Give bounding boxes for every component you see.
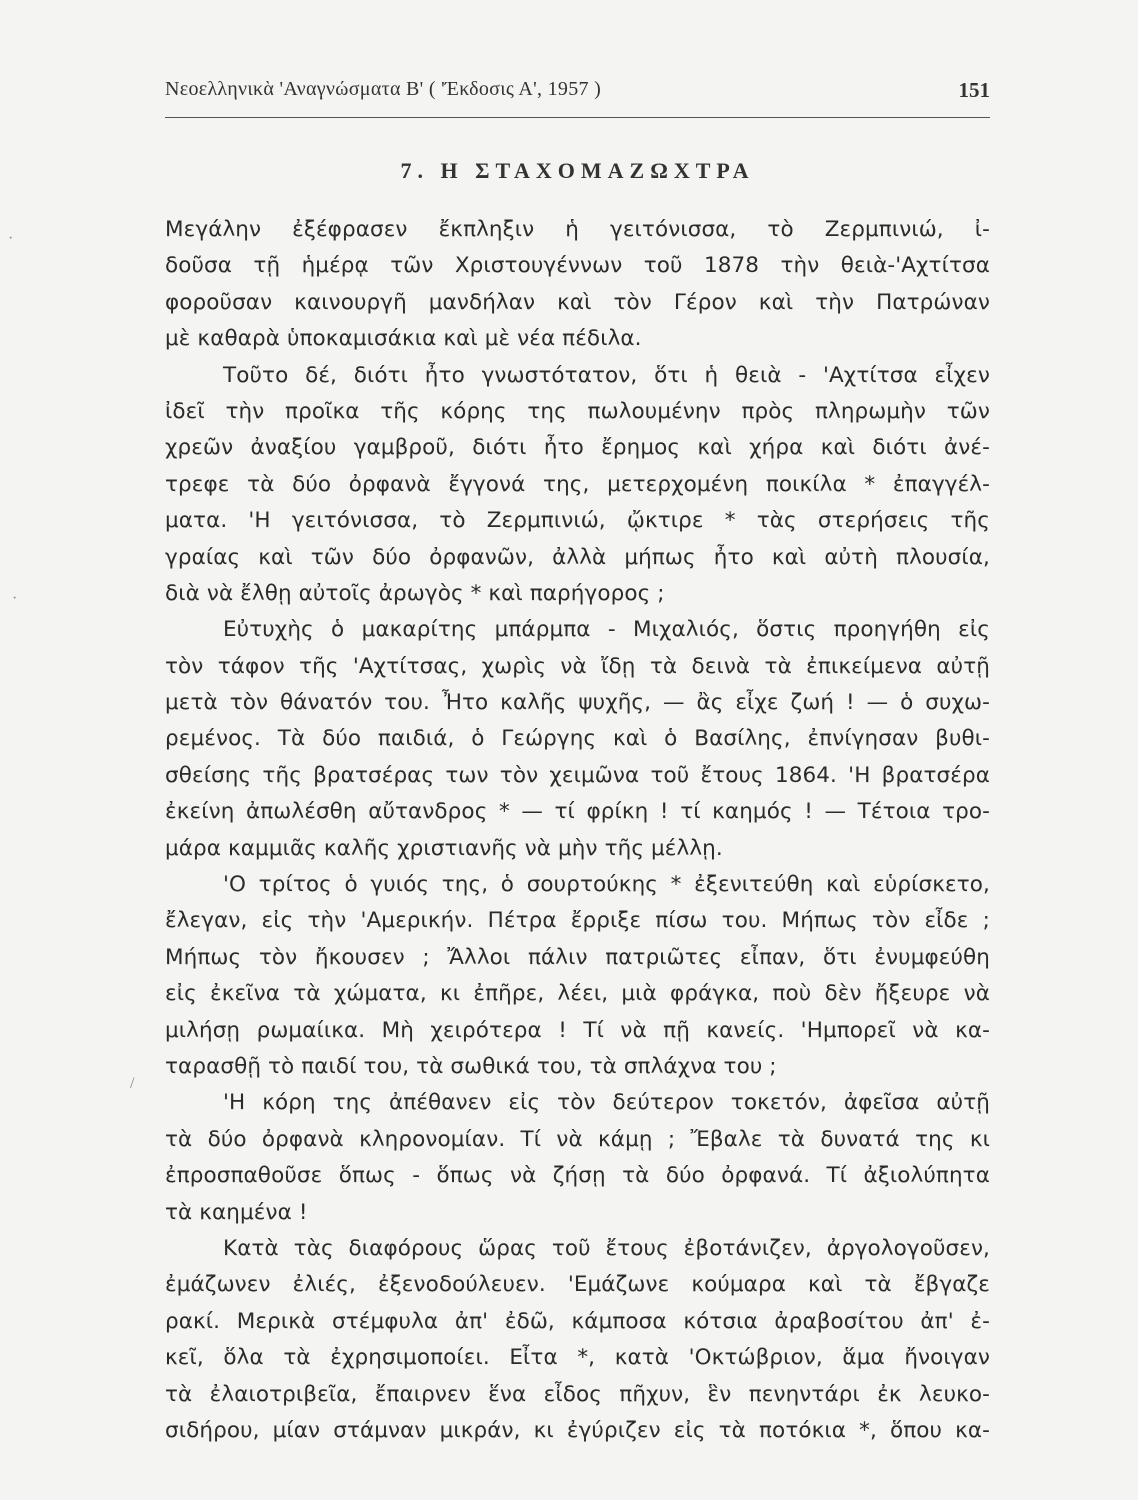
text-line: Κατὰ τὰς διαφόρους ὥρας τοῦ ἔτους ἐβοτάνιζεν, ἀργολογοῦσεν, [223,1235,990,1261]
text-line: ρακί. Μερικὰ στέμφυλα ἀπ' ἐδῶ, κάμποσα κότσια ἀραβοσίτου ἀπ' ἐ- [165,1308,990,1334]
text-line: χρεῶν ἀναξίου γαμβροῦ, διότι ἦτο ἔρημος καὶ χήρα καὶ διότι ἀνέ- [165,435,990,461]
text-line: μιλήσῃ ρωμαίικα. Μὴ χειρότερα ! Τί νὰ πῇ κανείς. 'Ημπορεῖ νὰ κα- [165,1017,990,1043]
text-line: ἐπροσπαθοῦσε ὅπως - ὅπως νὰ ζήσῃ τὰ δύο ὀρφανά. Τί ἀξιολύπητα [165,1163,990,1189]
text-line: ἰδεῖ τὴν προῖκα τῆς κόρης της πωλουμένην πρὸς πληρωμὴν τῶν [165,398,990,424]
chapter-title: 7. Η ΣΤΑΧΟΜΑΖΩΧΤΡΑ [400,158,755,183]
text-line: 'Ο τρίτος ὁ γυιός της, ὁ σουρτούκης * ἐξενιτεύθη καὶ εὑρίσκετο, [223,872,990,898]
text-line: ρεμένος. Τὰ δύο παιδιά, ὁ Γεώργης καὶ ὁ Βασίλης, ἐπνίγησαν βυθι- [165,726,990,752]
text-line: 'Η κόρη της ἀπέθανεν εἰς τὸν δεύτερον τοκετόν, ἀφεῖσα αὐτῇ [223,1090,990,1116]
text-line: μὲ καθαρὰ ὑποκαμισάκια καὶ μὲ νέα πέδιλα. [165,326,642,352]
text-line: Εὐτυχὴς ὁ μακαρίτης μπάρμπα - Μιχαλιός, ὅστις προηγήθη εἰς [223,617,990,643]
text-line: ἔλεγαν, εἰς τὴν 'Αμερικήν. Πέτρα ἔρριξε πίσω του. Μήπως τὸν εἶδε ; [165,908,990,934]
text-line: σιδήρου, μίαν στάμναν μικράν, κι ἐγύριζεν εἰς τὰ ποτόκια *, ὅπου κα- [165,1417,990,1443]
scan-speck: / [130,1075,135,1092]
text-line: φοροῦσαν καινουργῆ μανδήλαν καὶ τὸν Γέρον καὶ τὴν Πατρώναν [165,289,990,315]
text-line: Μήπως τὸν ἤκουσεν ; Ἄλλοι πάλιν πατριῶτες εἶπαν, ὅτι ἐνυμφεύθη [165,944,990,970]
text-line: μετὰ τὸν θάνατόν του. Ἦτο καλῆς ψυχῆς, — ἂς εἶχε ζωή ! — ὁ συχω- [165,690,990,716]
text-line: τὰ καημένα ! [165,1199,308,1225]
text-line: σθείσης τῆς βρατσέρας των τὸν χειμῶνα τοῦ ἔτους 1864. 'Η βρατσέρα [165,762,990,788]
text-line: τὰ δύο ὀρφανὰ κληρονομίαν. Τί νὰ κάμῃ ; Ἔβαλε τὰ δυνατά της κι [165,1126,990,1152]
text-line: τρεφε τὰ δύο ὀρφανὰ ἔγγονά της, μετερχομένη ποικίλα * ἐπαγγέλ- [165,471,990,497]
body-text [165,212,990,1449]
header-rule [165,117,990,118]
scan-speck: · [12,590,18,607]
text-line: κεῖ, ὅλα τὰ ἐχρησιμοποίει. Εἶτα *, κατὰ 'Οκτώβριον, ἅμα ἤνοιγαν [165,1345,990,1371]
text-line: μάρα καμμιᾶς καλῆς χριστιανῆς νὰ μὴν τῆς μέλλῃ. [165,835,723,861]
scan-speck: · [8,230,14,247]
text-line: Τοῦτο δέ, διότι ἦτο γνωστότατον, ὅτι ἡ θειὰ - 'Αχτίτσα εἶχεν [223,362,990,388]
running-header [165,78,990,108]
text-line: ἐκείνη ἀπωλέσθη αὔτανδρος * — τί φρίκη ! τί καημός ! — Τέτοια τρο- [165,799,990,825]
page-number: 151 [958,78,990,102]
text-line: εἰς ἐκεῖνα τὰ χώματα, κι ἐπῆρε, λέει, μιὰ φράγκα, ποὺ δὲν ἤξευρε νὰ [165,981,990,1007]
text-line: γραίας καὶ τῶν δύο ὀρφανῶν, ἀλλὰ μήπως ἦτο καὶ αὐτὴ πλουσία, [165,544,990,570]
text-line: ἐμάζωνεν ἐλιές, ἐξενοδούλευεν. 'Εμάζωνε κούμαρα καὶ τὰ ἔβγαζε [165,1272,990,1298]
text-line: Μεγάλην ἐξέφρασεν ἔκπληξιν ἡ γειτόνισσα, τὸ Ζερμπινιώ, ἰ- [165,217,990,242]
text-line: δοῦσα τῇ ἡμέρᾳ τῶν Χριστουγέννων τοῦ 1878 τὴν θειὰ-'Αχτίτσα [165,253,990,279]
text-line: διὰ νὰ ἔλθῃ αὐτοῖς ἀρωγὸς * καὶ παρήγορος ; [165,580,665,606]
text-line: τὰ ἐλαιοτριβεῖα, ἔπαιρνεν ἕνα εἶδος πῆχυν, ἓν πενηντάρι ἐκ λευκο- [165,1381,990,1407]
running-title: Νεοελληνικὰ 'Αναγνώσματα Β' ( 'Έκδοσις Α', 1957 ) [165,78,602,100]
text-line: τὸν τάφον τῆς 'Αχτίτσας, χωρὶς νὰ ἴδῃ τὰ δεινὰ τὰ ἐπικείμενα αὐτῇ [165,653,990,679]
text-line: ματα. 'Η γειτόνισσα, τὸ Ζερμπινιώ, ᾤκτιρε * τὰς στερήσεις τῆς [165,508,990,534]
text-line: ταρασθῇ τὸ παιδί του, τὰ σωθικά του, τὰ σπλάχνα του ; [165,1053,777,1079]
